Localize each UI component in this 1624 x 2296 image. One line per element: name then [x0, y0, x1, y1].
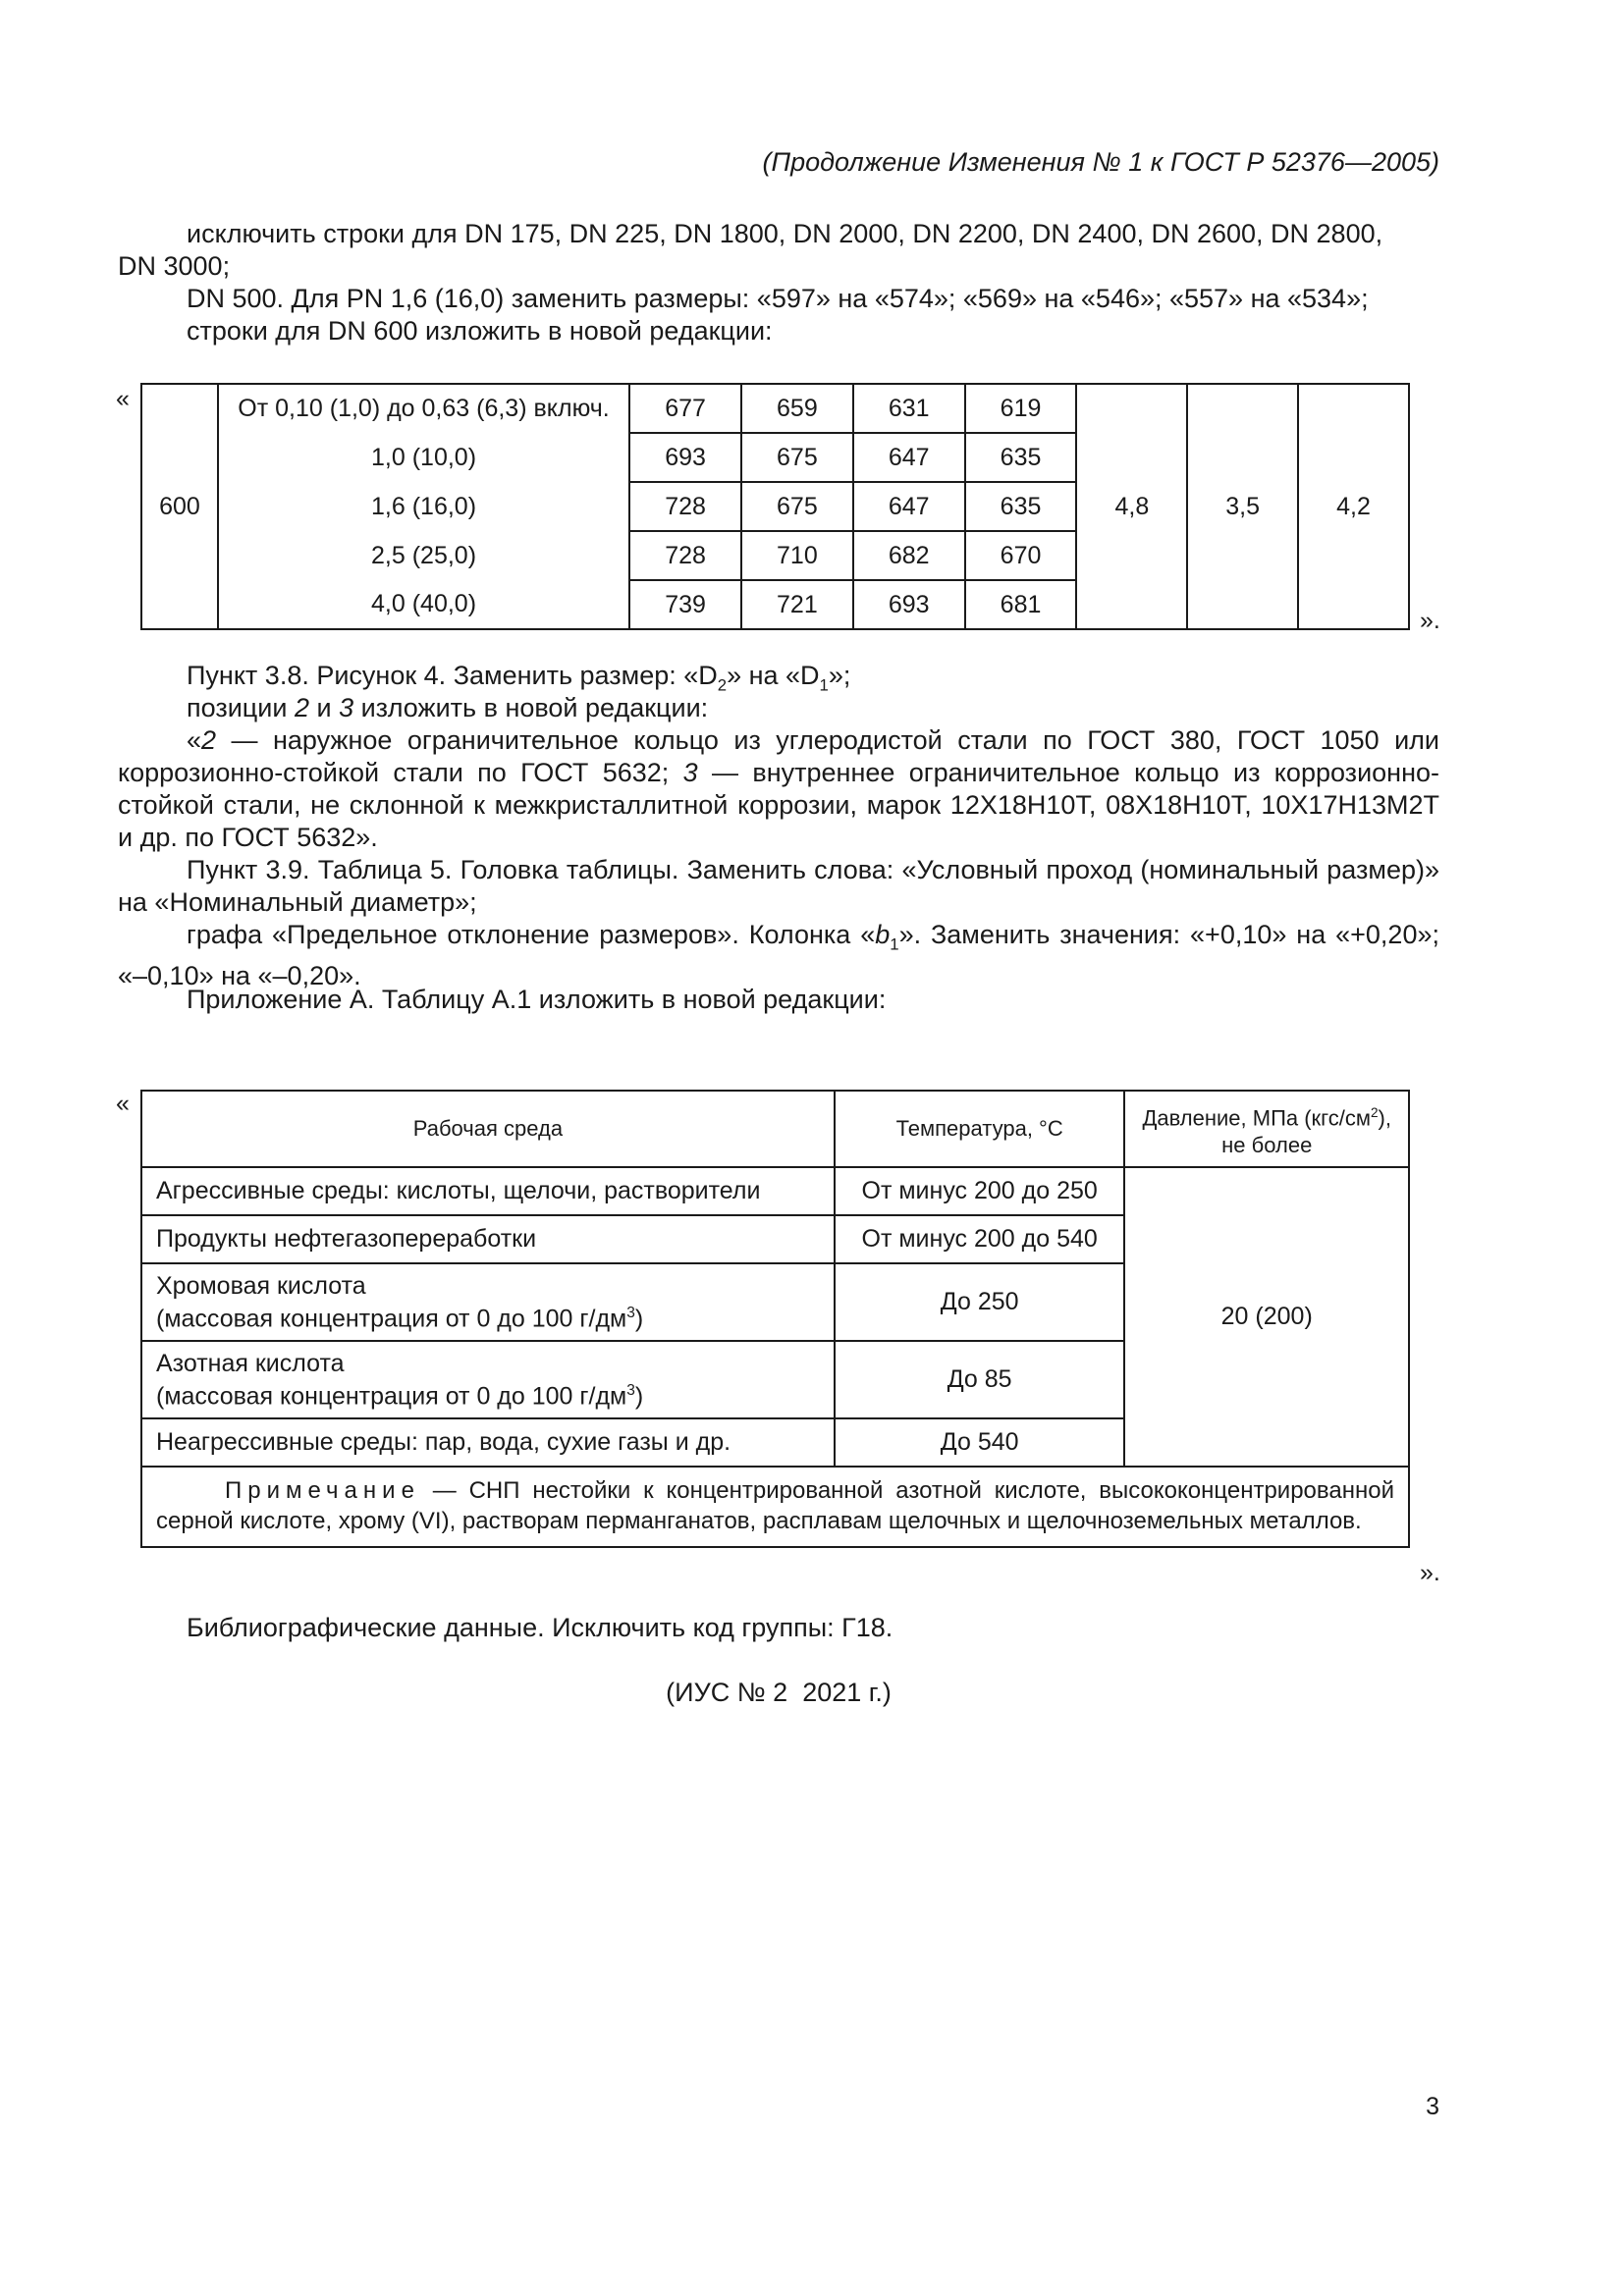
pn-cell: 4,0 (40,0)	[218, 580, 629, 629]
running-header: (Продолжение Изменения № 1 к ГОСТ Р 52376—2005)	[762, 147, 1439, 177]
temperature-cell: От минус 200 до 250	[835, 1167, 1125, 1215]
paragraph-dn600-intro: строки для DN 600 изложить в новой редакции:	[187, 316, 773, 346]
paragraph-dn500: DN 500. Для PN 1,6 (16,0) заменить размеры: «597» на «574»; «569» на «546»; «557» на «534»;	[187, 284, 1369, 313]
value-cell: 635	[965, 433, 1077, 482]
table1-close-quote: ».	[1420, 607, 1440, 634]
value-cell: 728	[629, 531, 741, 580]
medium-cell: Продукты нефтегазопереработки	[141, 1215, 835, 1263]
value-cell: 681	[965, 580, 1077, 629]
table-header-row	[141, 1091, 1409, 1167]
paragraph-exclude-rows-cont: DN 3000;	[118, 251, 231, 281]
paragraph-rings: «2 — наружное ограничительное кольцо из углеродистой стали по ГОСТ 380, ГОСТ 1050 или коррозионно-стойкой стали по ГОСТ 5632; 3 — внутреннее ограничительное кольцо из коррозионно-стойкой стали, не склонной к межкристаллитной коррозии, марок 12Х18Н10Т, 08Х18Н10Т, 10Х17Н13М2Т и др. по ГОСТ 5632».	[118, 725, 1439, 852]
value-cell: 619	[965, 384, 1077, 433]
temperature-cell: От минус 200 до 540	[835, 1215, 1125, 1263]
header-pressure: Давление, МПа $(кгс/см^2)$, не более	[1124, 1091, 1409, 1167]
ius-reference: (ИУС № 2 2021 г.)	[666, 1678, 892, 1707]
temperature-cell: До 540	[835, 1418, 1125, 1467]
pressure-cell: 20 (200)	[1124, 1167, 1409, 1467]
medium-cell: Хромовая кислота (массовая концентрация от 0 до 100 $г/дм^3$)	[141, 1263, 835, 1341]
table-note-row	[141, 1467, 1409, 1547]
temperature-cell: До 85	[835, 1341, 1125, 1418]
value-cell-merged: 4,8	[1076, 384, 1187, 629]
temperature-cell: До 250	[835, 1263, 1125, 1341]
table1-open-quote: «	[116, 385, 130, 412]
pn-cell: 1,6 (16,0)	[218, 482, 629, 531]
value-cell: 710	[741, 531, 853, 580]
paragraph-grafa: графа «Предельное отклонение размеров». Колонка «$b_1$». Заменить значения: «+0,10» на «+0,20»; «–0,10» на «–0,20».	[118, 920, 1439, 991]
value-cell: 670	[965, 531, 1077, 580]
pn-cell: От 0,10 (1,0) до 0,63 (6,3) включ.	[218, 384, 629, 433]
value-cell: 682	[853, 531, 965, 580]
table2-close-quote: ».	[1420, 1559, 1440, 1586]
table-row	[141, 1167, 1409, 1215]
table2-open-quote: «	[116, 1090, 130, 1117]
value-cell: 675	[741, 482, 853, 531]
page-number: 3	[1426, 2093, 1439, 2120]
medium-cell: Агрессивные среды: кислоты, щелочи, растворители	[141, 1167, 835, 1215]
paragraph-positions: позиции 2 и 3 изложить в новой редакции:	[187, 693, 709, 722]
value-cell: 677	[629, 384, 741, 433]
table-row	[141, 384, 1409, 433]
value-cell: 635	[965, 482, 1077, 531]
paragraph-p39: Пункт 3.9. Таблица 5. Головка таблицы. Заменить слова: «Условный проход (номинальный размер)» на «Номинальный диаметр»;	[118, 855, 1439, 917]
paragraph-appendix-a: Приложение А. Таблицу А.1 изложить в новой редакции:	[187, 985, 887, 1014]
value-cell: 659	[741, 384, 853, 433]
value-cell-merged: 4,2	[1298, 384, 1409, 629]
value-cell: 647	[853, 482, 965, 531]
value-cell: 721	[741, 580, 853, 629]
value-cell: 728	[629, 482, 741, 531]
dn-cell: 600	[141, 384, 218, 629]
value-cell: 647	[853, 433, 965, 482]
header-temperature: Температура, °С	[835, 1091, 1125, 1167]
paragraph-exclude-rows: исключить строки для DN 175, DN 225, DN 1800, DN 2000, DN 2200, DN 2400, DN 2600, DN 2800,	[187, 219, 1383, 248]
medium-cell: Неагрессивные среды: пар, вода, сухие газы и др.	[141, 1418, 835, 1467]
medium-cell: Азотная кислота (массовая концентрация от 0 до 100 $г/дм^3$)	[141, 1341, 835, 1418]
pn-cell: 2,5 (25,0)	[218, 531, 629, 580]
value-cell: 693	[853, 580, 965, 629]
value-cell: 693	[629, 433, 741, 482]
header-medium: Рабочая среда	[141, 1091, 835, 1167]
value-cell: 631	[853, 384, 965, 433]
table-a1	[140, 1090, 1410, 1548]
dn600-table	[140, 383, 1410, 630]
table-note: Примечание — СНП нестойки к концентрированной азотной кислоте, высококонцентрированной серной кислоте, хрому (VI), растворам перманганатов, расплавам щелочных и щелочноземельных металлов.	[141, 1467, 1409, 1547]
value-cell: 675	[741, 433, 853, 482]
value-cell: 739	[629, 580, 741, 629]
pn-cell: 1,0 (10,0)	[218, 433, 629, 482]
paragraph-biblio: Библиографические данные. Исключить код группы: Г18.	[187, 1613, 893, 1642]
paragraph-p38: Пункт 3.8. Рисунок 4. Заменить размер: «$D_2$» на «$D_1$»;	[187, 661, 851, 695]
value-cell-merged: 3,5	[1187, 384, 1298, 629]
